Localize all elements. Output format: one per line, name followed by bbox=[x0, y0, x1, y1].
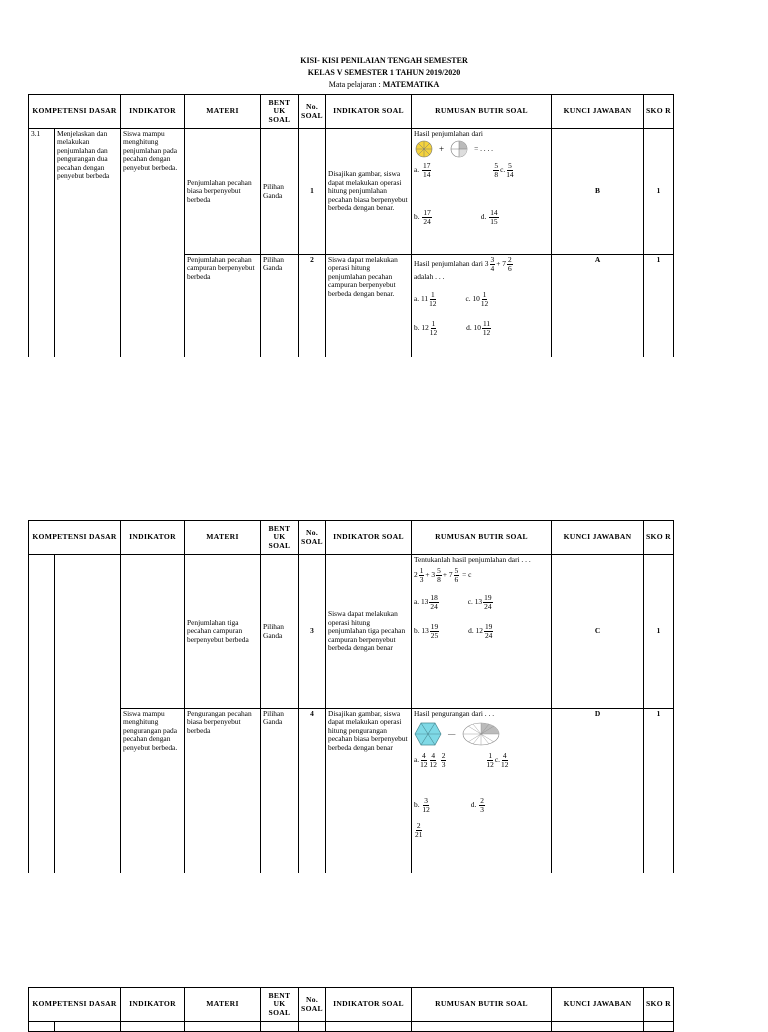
extra-fraction: $\frac{2}{21}$ bbox=[415, 821, 423, 840]
rumusan-cell bbox=[412, 555, 552, 709]
plus-icon: + bbox=[439, 144, 445, 155]
subject-value: MATEMATIKA bbox=[382, 80, 440, 89]
no-cell: 3 bbox=[299, 555, 326, 709]
col-bentuk: BENT UK SOAL bbox=[261, 988, 299, 1022]
rumusan-cell bbox=[412, 255, 552, 357]
question-expression: 2 $\frac{1}{3}$ + 3 $\frac{5}{8}$ + 7 $\frac{5}{6}$ = c bbox=[414, 566, 472, 585]
options-row-1 bbox=[414, 291, 549, 308]
col-indikator: INDIKATOR bbox=[121, 988, 185, 1022]
fraction-circle-icon bbox=[449, 140, 469, 158]
col-kd: KOMPETENSI DASAR bbox=[29, 521, 121, 555]
col-kunci: KUNCI JAWABAN bbox=[552, 988, 644, 1022]
question-text: Hasil penjumlahan dari bbox=[414, 129, 483, 138]
indikator-cell: Siswa mampu menghitung pengurangan pada pecahan dengan penyebut berbeda. bbox=[121, 709, 185, 873]
question-text: Tentukanlah hasil penjumlahan dari . . . bbox=[414, 555, 531, 564]
skor-cell: 1 bbox=[644, 129, 674, 255]
header-row bbox=[29, 95, 674, 129]
subject-label: Mata pelajaran bbox=[328, 80, 377, 89]
col-indikator: INDIKATOR bbox=[121, 521, 185, 555]
doc-subject bbox=[0, 79, 768, 90]
col-indikator-soal: INDIKATOR SOAL bbox=[326, 521, 412, 555]
kunci-cell: B bbox=[552, 129, 644, 255]
options-row-2 bbox=[414, 623, 549, 640]
question-text: Hasil pengurangan dari . . . bbox=[414, 709, 495, 718]
col-materi: MATERI bbox=[185, 521, 261, 555]
skor-cell: 1 bbox=[644, 709, 674, 873]
options-row-2 bbox=[414, 797, 549, 814]
option-a: a. 11 $\frac{1}{12}$ bbox=[414, 290, 437, 309]
option-a: a. $\frac{4}{12}$ $\frac{4}{12}$ $\frac{2}{3}$ bbox=[414, 751, 446, 770]
kd-number-empty bbox=[29, 555, 55, 873]
option-c: c. 10 $\frac{1}{12}$ bbox=[465, 290, 489, 309]
options-row-1 bbox=[414, 752, 549, 769]
option-d: d. 12 $\frac{19}{24}$ bbox=[468, 622, 493, 641]
minus-text: — bbox=[448, 729, 456, 739]
kisi-table-3 bbox=[28, 987, 674, 1032]
option-b: b. 13 $\frac{19}{25}$ bbox=[414, 622, 439, 641]
bentuk-cell: Pilihan Ganda bbox=[261, 129, 299, 255]
subject-sep: : bbox=[378, 80, 381, 89]
materi-cell: Penjumlahan pecahan campuran berpenyebut berbeda bbox=[185, 255, 261, 357]
no-cell: 2 bbox=[299, 255, 326, 357]
col-bentuk: BENT UK SOAL bbox=[261, 521, 299, 555]
question-figures bbox=[414, 722, 549, 746]
rumusan-cell bbox=[412, 129, 552, 255]
option-a: a. $\frac{17}{14}$ bbox=[414, 161, 431, 180]
question-tail: adalah . . . bbox=[414, 272, 445, 281]
fraction-circle-icon bbox=[414, 140, 434, 158]
table-row bbox=[29, 709, 674, 873]
option-a: a. 13 $\frac{18}{24}$ bbox=[414, 593, 438, 612]
indikator-soal-cell: Disajikan gambar, siswa dapat melakukan operasi hitung penjumlahan pecahan biasa berpenyebut berbeda dengan benar. bbox=[326, 129, 412, 255]
option-d: d. $\frac{2}{3}$ bbox=[470, 796, 484, 815]
option-c: $\frac{5}{8}$ c. $\frac{5}{14}$ bbox=[494, 161, 514, 180]
col-materi: MATERI bbox=[185, 95, 261, 129]
skor-cell: 1 bbox=[644, 555, 674, 709]
options-row-1 bbox=[414, 594, 549, 611]
materi-cell: Penjumlahan tiga pecahan campuran berpenyebut berbeda bbox=[185, 555, 261, 709]
option-b: b. $\frac{17}{24}$ bbox=[414, 208, 431, 227]
bentuk-cell: Pilihan Ganda bbox=[261, 709, 299, 873]
materi-cell: Pengurangan pecahan biasa berpenyebut berbeda bbox=[185, 709, 261, 873]
header-row bbox=[29, 521, 674, 555]
indikator-soal-cell: Siswa dapat melakukan operasi hitung penjumlahan tiga pecahan campuran berpenyebut berbeda dengan benar bbox=[326, 555, 412, 709]
equals-text: = . . . . bbox=[474, 144, 494, 154]
kisi-table-1 bbox=[28, 94, 674, 357]
indikator-cell-empty bbox=[121, 555, 185, 709]
option-b: b. $\frac{3}{12}$ bbox=[414, 796, 430, 815]
option-c: $\frac{1}{12}$ c. $\frac{4}{12}$ bbox=[486, 751, 509, 770]
col-no: No. SOAL bbox=[299, 521, 326, 555]
kd-number: 3.1 bbox=[29, 129, 55, 357]
col-kunci: KUNCI JAWABAN bbox=[552, 95, 644, 129]
option-b: b. 12 $\frac{1}{12}$ bbox=[414, 319, 438, 338]
col-materi: MATERI bbox=[185, 988, 261, 1022]
question-figures bbox=[414, 140, 549, 158]
col-no: No. SOAL bbox=[299, 988, 326, 1022]
option-c: c. 13 $\frac{19}{24}$ bbox=[467, 593, 492, 612]
options-row-1 bbox=[414, 162, 549, 179]
col-rumusan: RUMUSAN BUTIR SOAL bbox=[412, 988, 552, 1022]
col-skor: SKO R bbox=[644, 521, 674, 555]
col-indikator: INDIKATOR bbox=[121, 95, 185, 129]
option-d: d. $\frac{14}{15}$ bbox=[480, 208, 498, 227]
indikator-soal-cell: Disajikan gambar, siswa dapat melakukan operasi hitung pengurangan pecahan biasa berpenyebut berbeda dengan benar bbox=[326, 709, 412, 873]
no-cell: 4 bbox=[299, 709, 326, 873]
doc-title: KISI- KISI PENILAIAN TENGAH SEMESTER bbox=[300, 56, 468, 65]
rumusan-cell bbox=[412, 709, 552, 873]
kd-text: Menjelaskan dan melakukan penjumlahan dan pengurangan dua pecahan dengan penyebut berbeda bbox=[55, 129, 121, 357]
header-row bbox=[29, 988, 674, 1022]
options-row-2 bbox=[414, 209, 549, 226]
col-kunci: KUNCI JAWABAN bbox=[552, 521, 644, 555]
table-row bbox=[29, 129, 674, 255]
doc-class: KELAS V SEMESTER 1 TAHUN 2019/2020 bbox=[307, 68, 461, 77]
col-rumusan: RUMUSAN BUTIR SOAL bbox=[412, 95, 552, 129]
col-kd: KOMPETENSI DASAR bbox=[29, 988, 121, 1022]
circle-fraction-icon bbox=[461, 722, 501, 746]
col-no: No. SOAL bbox=[299, 95, 326, 129]
bentuk-cell: Pilihan Ganda bbox=[261, 255, 299, 357]
kunci-cell: D bbox=[552, 709, 644, 873]
option-d: d. 10 $\frac{11}{12}$ bbox=[466, 319, 491, 338]
hexagon-fraction-icon bbox=[414, 722, 442, 746]
col-kd: KOMPETENSI DASAR bbox=[29, 95, 121, 129]
question-text: Hasil penjumlahan dari 3 $\frac{3}{4}$ + 7 $\frac{2}{6}$ bbox=[414, 255, 512, 273]
indikator-cell: Siswa mampu menghitung penjumlahan pada pecahan dengan penyebut berbeda. bbox=[121, 129, 185, 357]
col-indikator-soal: INDIKATOR SOAL bbox=[326, 988, 412, 1022]
col-bentuk: BENT UK SOAL bbox=[261, 95, 299, 129]
materi-cell: Penjumlahan pecahan biasa berpenyebut berbeda bbox=[185, 129, 261, 255]
skor-cell: 1 bbox=[644, 255, 674, 357]
no-cell: 1 bbox=[299, 129, 326, 255]
table-row bbox=[29, 1022, 674, 1032]
kisi-table-2 bbox=[28, 520, 674, 873]
options-row-2 bbox=[414, 320, 549, 337]
col-rumusan: RUMUSAN BUTIR SOAL bbox=[412, 521, 552, 555]
bentuk-cell: Pilihan Ganda bbox=[261, 555, 299, 709]
indikator-soal-cell: Siswa dapat melakukan operasi hitung penjumlahan pecahan campuran berpenyebut berbeda dengan benar. bbox=[326, 255, 412, 357]
col-indikator-soal: INDIKATOR SOAL bbox=[326, 95, 412, 129]
kd-text-empty bbox=[55, 555, 121, 873]
col-skor: SKO R bbox=[644, 95, 674, 129]
kunci-cell: C bbox=[552, 555, 644, 709]
table-row bbox=[29, 555, 674, 709]
col-skor: SKO R bbox=[644, 988, 674, 1022]
kunci-cell: A bbox=[552, 255, 644, 357]
